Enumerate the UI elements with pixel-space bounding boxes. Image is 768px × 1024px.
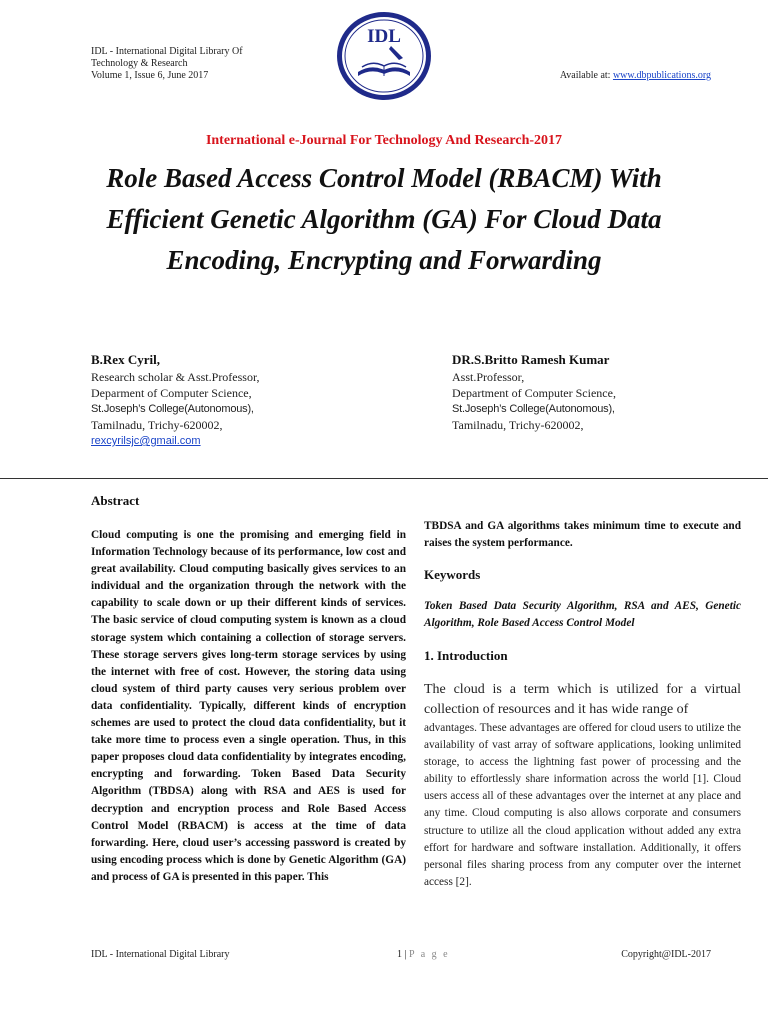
footer-page [397, 949, 450, 960]
author-college: St.Joseph’s College(Autonomous), [91, 403, 254, 415]
abstract-text: Cloud computing is one the promising and emerging field in Information Technology because of its performance, low cost and great availability. Cloud computing basically gives services to an individual and the organization through the network with the capability to scale down or up their different kinds of services. The basic service of cloud computing system is known as a cloud storage system which containing a collection of storage servers. These storage servers gives long-term storage services by using the internet with free of cost. However, the storing data using cloud system of third party causes very serious problem over data confidentiality. Typically, different kinds of encryption schemes are used to protect the cloud data confidentiality, but it take more time to process even a single operation. Thus, in this paper proposes cloud data confidentiality by integrates encoding, encrypting and forwarding. Token Based Data Security Algorithm (TBDSA) along with RSA and AES is used for decryption and encryption process and Role Based Access Control Model (RBACM) is access at the time of data forwarding. Here, cloud user’s accessing password is created by using encoding process which is done by Genetic Algorithm (GA) and process of GA is presented in this paper. This [91, 529, 406, 883]
author-city: Tamilnadu, Trichy-620002, [452, 418, 584, 432]
author-department: Department of Computer Science, [452, 386, 616, 400]
section-divider [0, 478, 768, 479]
keywords-heading: Keywords [424, 567, 481, 582]
page-separator: | [402, 949, 410, 960]
abstract-heading: Abstract [91, 493, 140, 508]
available-at [560, 70, 711, 81]
footer-library: IDL - International Digital Library [91, 949, 230, 960]
publisher-link[interactable]: www.dbpublications.org [612, 70, 711, 81]
introduction-lead: The cloud is a term which is utilized for a virtual collection of resources and it has wide range of [424, 682, 741, 717]
keywords-text: Token Based Data Security Algorithm, RSA and AES, Genetic Algorithm, Role Based Access Control Model [424, 600, 741, 629]
footer-copyright: Copyright@IDL-2017 [621, 949, 711, 960]
library-name-line2: Technology & Research [91, 58, 188, 69]
idl-logo [335, 10, 433, 102]
author-name: DR.S.Britto Ramesh Kumar [452, 352, 610, 367]
introduction-heading: 1. Introduction [424, 648, 508, 663]
author-role: Asst.Professor, [452, 370, 525, 384]
author-block-1 [91, 351, 260, 449]
author-role: Research scholar & Asst.Professor, [91, 370, 260, 384]
introduction-body: advantages. These advantages are offered for cloud users to utilize the availability of vast array of software applications, looking unlimited storage, to access the lightning fast power of processing and the ability to effortlessly share information across the world [1]. Cloud users access all of these advantages over the internet at any place and any time. Cloud computing is also allows corporate and consumers structure to utilize all the cloud application without added any extra effort for hardware and software installation. Additionally, it offers personal files sharing process from any computer over the internet access [2]. [424, 722, 741, 888]
author-city: Tamilnadu, Trichy-620002, [91, 418, 223, 432]
journal-name: International e-Journal For Technology And Research-2017 [205, 133, 563, 148]
author-email-link[interactable]: rexcyrilsjc@gmail.com [91, 435, 201, 447]
page-label: P a g e [409, 949, 450, 960]
author-college: St.Joseph’s College(Autonomous), [452, 403, 615, 415]
available-at-label: Available at: [559, 70, 611, 81]
volume-info: Volume 1, Issue 6, June 2017 [91, 70, 209, 81]
abstract-continuation: TBDSA and GA algorithms takes minimum time to execute and raises the system performance. [424, 520, 741, 549]
page-number: 1 [397, 949, 402, 960]
library-name-line1: IDL - International Digital Library Of [91, 46, 243, 57]
author-department: Deparment of Computer Science, [91, 386, 252, 400]
author-name: B.Rex Cyril, [91, 352, 160, 367]
paper-title: Role Based Access Control Model (RBACM) With Efficient Genetic Algorithm (GA) For Cloud Data Encoding, Encrypting and Forwarding [106, 163, 662, 275]
logo-text: IDL [367, 26, 401, 47]
journal-info [91, 46, 243, 82]
author-block-2 [452, 351, 616, 433]
